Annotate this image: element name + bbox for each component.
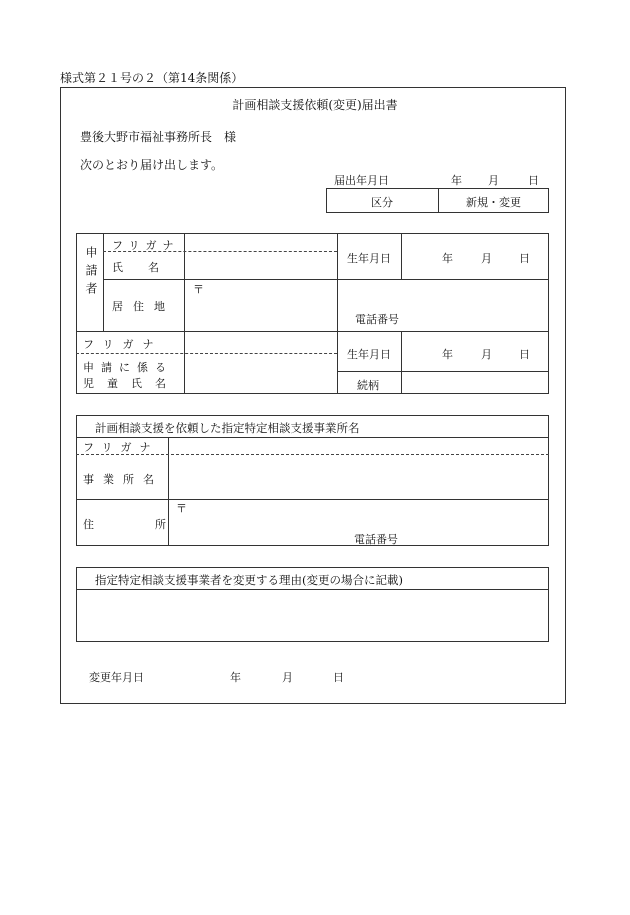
child-birth-year: 年	[442, 348, 453, 361]
applicant-name-label: 氏 名	[112, 261, 166, 274]
applicant-birth-day: 日	[519, 252, 530, 265]
child-birth-month: 月	[481, 348, 492, 361]
child-name-label-line2: 児童氏名	[83, 377, 179, 390]
form-number-note: 様式第２１号の２（第14条関係）	[60, 71, 244, 85]
applicant-birth-month: 月	[481, 252, 492, 265]
office-name-label: 事業所名	[83, 473, 163, 486]
office-postal-mark: 〒	[176, 502, 187, 515]
applicant-vertical-label: 申請者	[84, 246, 98, 300]
applicant-phone-label: 電話番号	[355, 313, 399, 326]
applicant-birth-label: 生年月日	[347, 252, 391, 265]
child-birth-label: 生年月日	[347, 348, 391, 361]
change-date-label: 変更年月日	[89, 671, 144, 684]
change-day-label: 日	[333, 671, 344, 684]
category-value: 新規・変更	[466, 196, 521, 209]
applicant-address-label: 居住地	[112, 300, 175, 313]
office-address-label: 住 所	[83, 518, 191, 531]
relationship-label: 続柄	[357, 379, 379, 392]
change-month-label: 月	[282, 671, 293, 684]
notification-day-label: 日	[528, 174, 539, 187]
applicant-birth-year: 年	[442, 252, 453, 265]
addressee: 豊後大野市福祉事務所長 様	[80, 130, 237, 144]
intro-text: 次のとおり届け出します。	[80, 158, 224, 172]
child-furigana-label: フリガナ	[83, 338, 163, 351]
applicant-furigana-label: フリガナ	[112, 239, 180, 252]
notification-year-label: 年	[451, 174, 462, 187]
office-heading: 計画相談支援を依頼した指定特定相談支援事業所名	[95, 421, 360, 435]
notification-month-label: 月	[488, 174, 499, 187]
applicant-postal-mark: 〒	[193, 283, 204, 296]
notification-date-label: 届出年月日	[334, 174, 389, 187]
reason-heading: 指定特定相談支援事業者を変更する理由(変更の場合に記載)	[95, 573, 403, 587]
change-year-label: 年	[230, 671, 241, 684]
child-birth-day: 日	[519, 348, 530, 361]
office-furigana-label: フリガナ	[83, 441, 159, 454]
office-phone-label: 電話番号	[354, 533, 398, 546]
category-label: 区分	[371, 196, 393, 209]
form-title: 計画相談支援依頼(変更)届出書	[232, 98, 398, 112]
child-name-label-line1: 申請に係る	[83, 361, 173, 374]
